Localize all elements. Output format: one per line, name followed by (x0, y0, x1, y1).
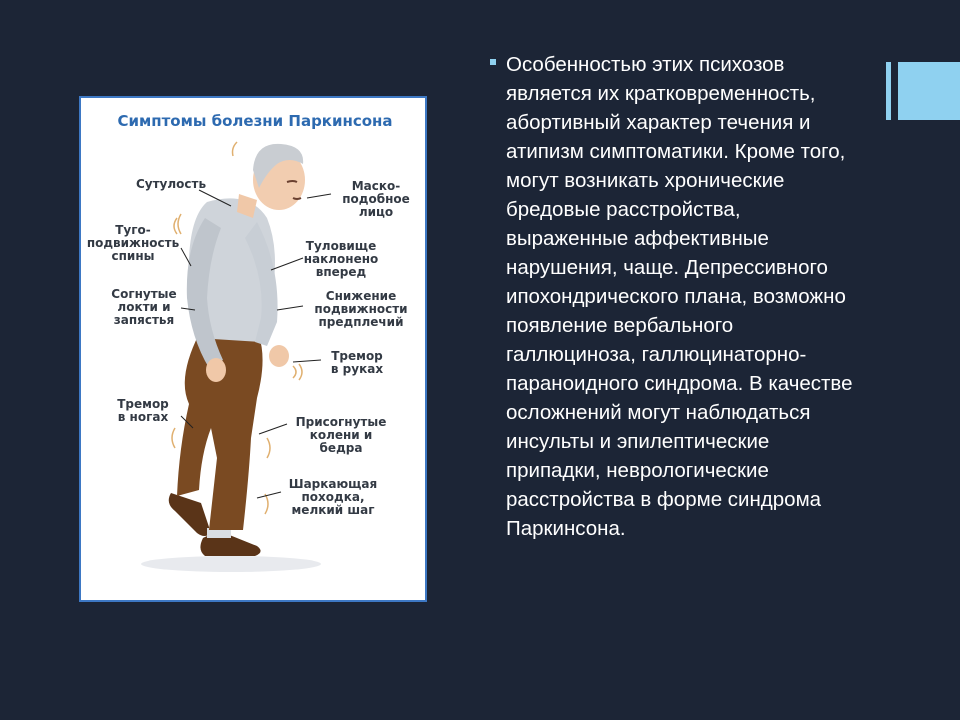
label-bent-elbows: Согнутые локти и запястья (111, 287, 177, 327)
accent-bar-block (898, 62, 960, 120)
label-leg-tremor: Тремор в ногах (117, 397, 169, 424)
figure-title: Симптомы болезни Паркинсона (117, 112, 393, 130)
label-torso-forward: Туловище наклонено вперед (303, 239, 379, 279)
label-stiff-back: Туго- подвижность спины (86, 223, 180, 263)
body-paragraph: Особенностью этих психозов является их кратковременность, абортивный характер течения и атипизм симптоматики. Кроме того, могут возникать хронические бредовые расстройства, выраженные аффективные нарушения, чаще. Депрессивного ипохондрического плана, возможно появление вербального галлюциноза, галлюцинаторно-параноидного синдрома. В качестве осложнений могут наблюдаться инсульты и эпилептические припадки, неврологические расстройства в форме синдрома Паркинсона. (506, 53, 853, 540)
parkinson-figure-card (79, 96, 427, 602)
bullet-marker (490, 59, 496, 65)
body-text-block (486, 50, 866, 543)
accent-bar-thin (886, 62, 891, 120)
label-bent-knees: Присогнутые колени и бедра (295, 415, 387, 455)
label-hand-tremor: Тремор в руках (330, 349, 384, 376)
label-shuffling-gait: Шаркающая походка, мелкий шаг (288, 477, 378, 517)
label-stoop: Сутулость (135, 177, 207, 191)
label-mask-face: Маско- подобное лицо (342, 179, 410, 219)
label-reduced-forearm: Снижение подвижности предплечий (314, 289, 408, 329)
